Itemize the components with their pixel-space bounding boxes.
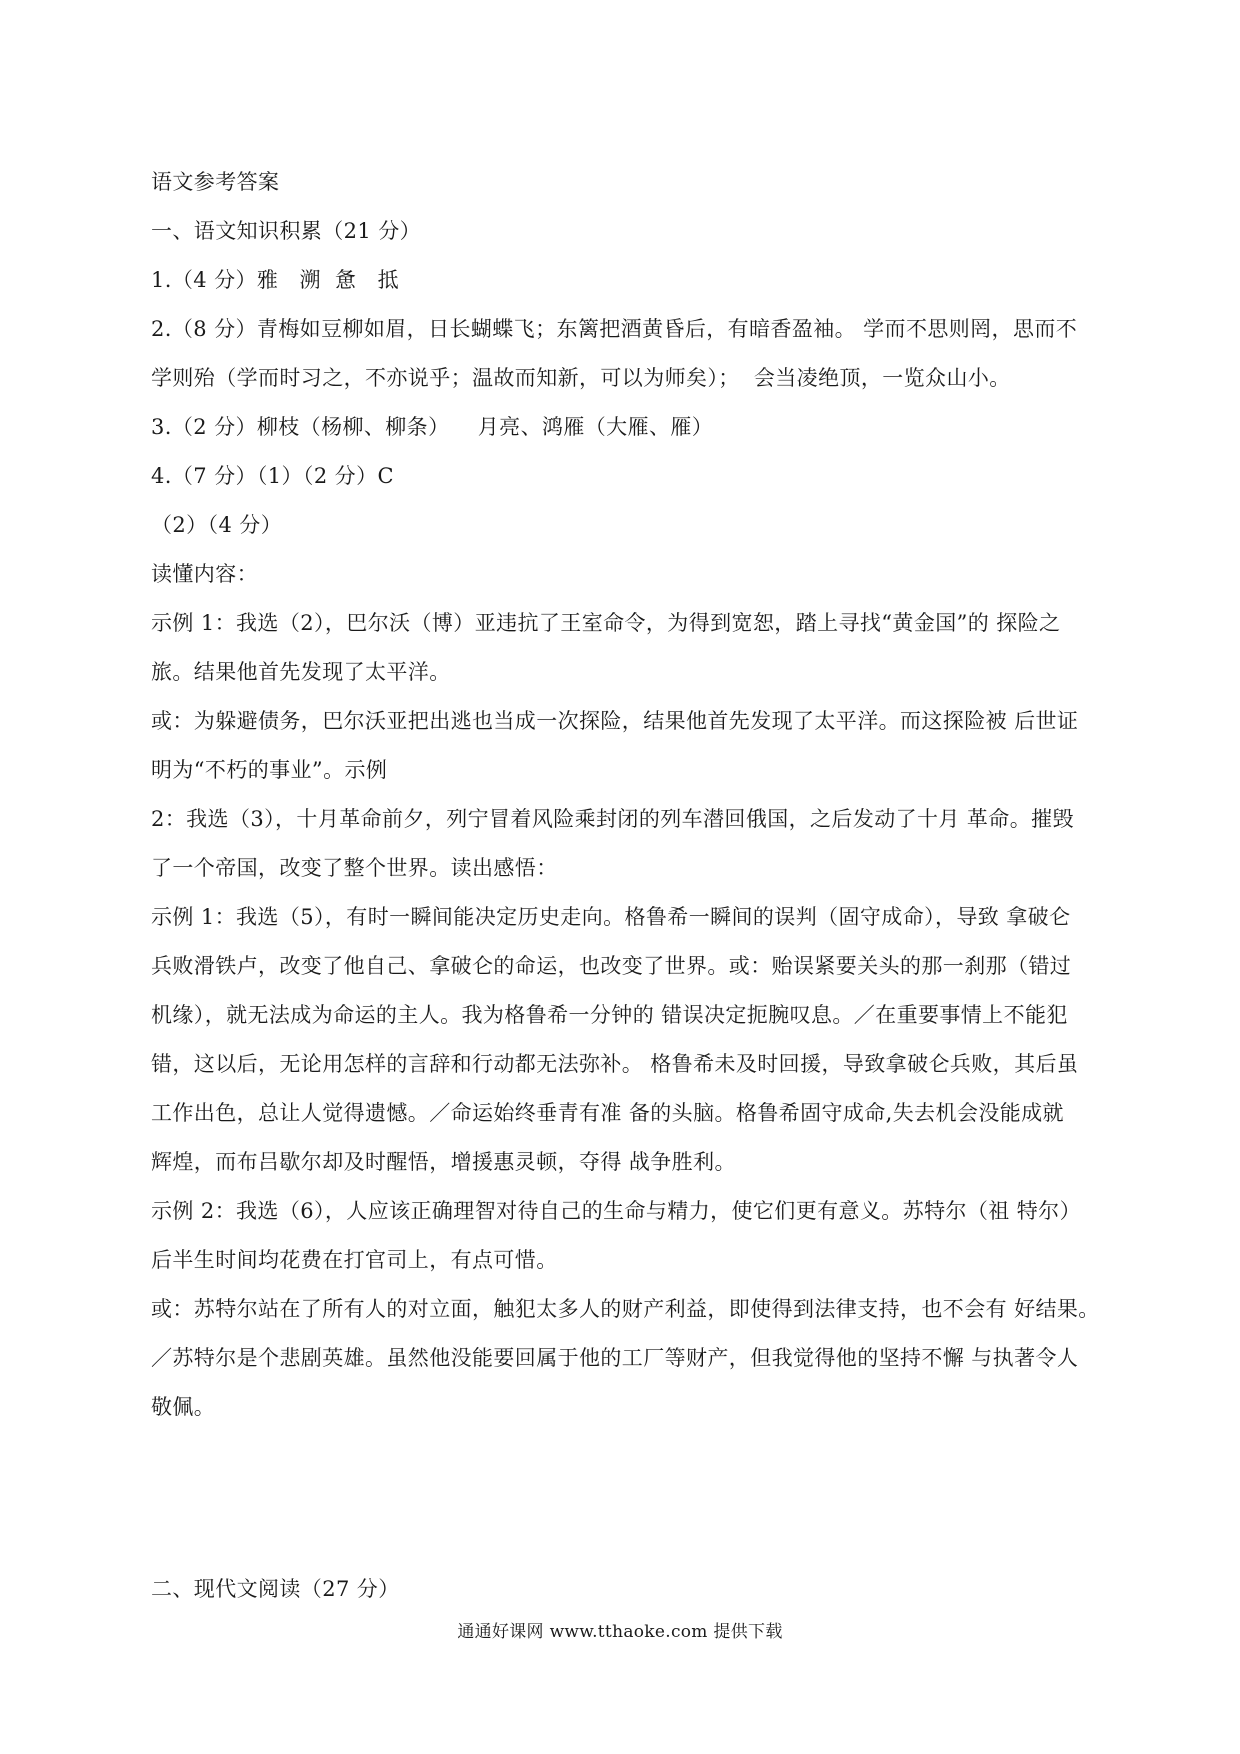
answer-line: 3.（2 分）柳枝（杨柳、柳条） 月亮、鸿雁（大雁、雁）: [151, 415, 714, 439]
doc-title: 语文参考答案: [151, 170, 280, 194]
answer-line: 或：为躲避债务，巴尔沃亚把出逃也当成一次探险，结果他首先发现了太平洋。而这探险被 后世证: [151, 709, 1079, 733]
answer-line: 示例 2：我选（6），人应该正确理智对待自己的生命与精力，使它们更有意义。苏特尔（祖 特尔）: [151, 1199, 1081, 1223]
answer-line: 示例 1：我选（5），有时一瞬间能决定历史走向。格鲁希一瞬间的误判（固守成命），导致 拿破仑: [151, 905, 1071, 929]
answer-body: [151, 158, 1101, 1432]
answer-line: 2.（8 分）青梅如豆柳如眉，日长蝴蝶飞；东篱把酒黄昏后，有暗香盈袖。 学而不思则罔，思而不: [151, 317, 1078, 341]
section-2-heading: 二、现代文阅读（27 分）: [151, 1577, 400, 1601]
answer-line: 工作出色，总让人觉得遗憾。／命运始终垂青有准 备的头脑。格鲁希固守成命,失去机会没能成就: [151, 1101, 1064, 1125]
answer-line: 敬佩。: [151, 1395, 216, 1419]
answer-line: 明为“不朽的事业”。示例: [151, 758, 388, 782]
answer-line: 或：苏特尔站在了所有人的对立面，触犯太多人的财产利益，即使得到法律支持，也不会有 好结果。: [151, 1297, 1100, 1321]
answer-line: 1.（4 分）雅 溯 惫 抵: [151, 268, 400, 292]
answer-line: ／苏特尔是个悲剧英雄。虽然他没能要回属于他的工厂等财产，但我觉得他的坚持不懈 与执著令人: [151, 1346, 1079, 1370]
answer-line: 兵败滑铁卢，改变了他自己、拿破仑的命运，也改变了世界。或：贻误紧要关头的那一刹那（错过: [151, 954, 1072, 978]
answer-line: 错，这以后，无论用怎样的言辞和行动都无法弥补。 格鲁希未及时回援，导致拿破仑兵败，其后虽: [151, 1052, 1079, 1076]
answer-line: （2）（4 分）: [151, 513, 283, 537]
answer-line: 后半生时间均花费在打官司上，有点可惜。: [151, 1248, 558, 1272]
answer-line: 学则殆（学而时习之，不亦说乎；温故而知新，可以为师矣）； 会当凌绝顶，一览众山小。: [151, 366, 1011, 390]
answer-line: 辉煌，而布吕歇尔却及时醒悟，增援惠灵顿，夺得 战争胜利。: [151, 1150, 736, 1174]
answer-line: 机缘），就无法成为命运的主人。我为格鲁希一分钟的 错误决定扼腕叹息。／在重要事情上不能犯: [151, 1003, 1068, 1027]
page-footer: 通通好课网 www.tthaoke.com 提供下载: [457, 1622, 783, 1642]
answer-line: 示例 1：我选（2），巴尔沃（博）亚违抗了王室命令，为得到宽恕，踏上寻找“黄金国”的 探险之: [151, 611, 1061, 635]
answer-line: 读懂内容：: [151, 562, 258, 586]
answer-line: 了一个帝国，改变了整个世界。读出感悟：: [151, 856, 558, 880]
answer-line: 2：我选（3），十月革命前夕，列宁冒着风险乘封闭的列车潜回俄国，之后发动了十月 革命。摧毁: [151, 807, 1074, 831]
answer-line: 4.（7 分）（1）（2 分）C: [151, 464, 394, 488]
section-1-heading: 一、语文知识积累（21 分）: [151, 219, 421, 243]
answer-line: 旅。结果他首先发现了太平洋。: [151, 660, 451, 684]
